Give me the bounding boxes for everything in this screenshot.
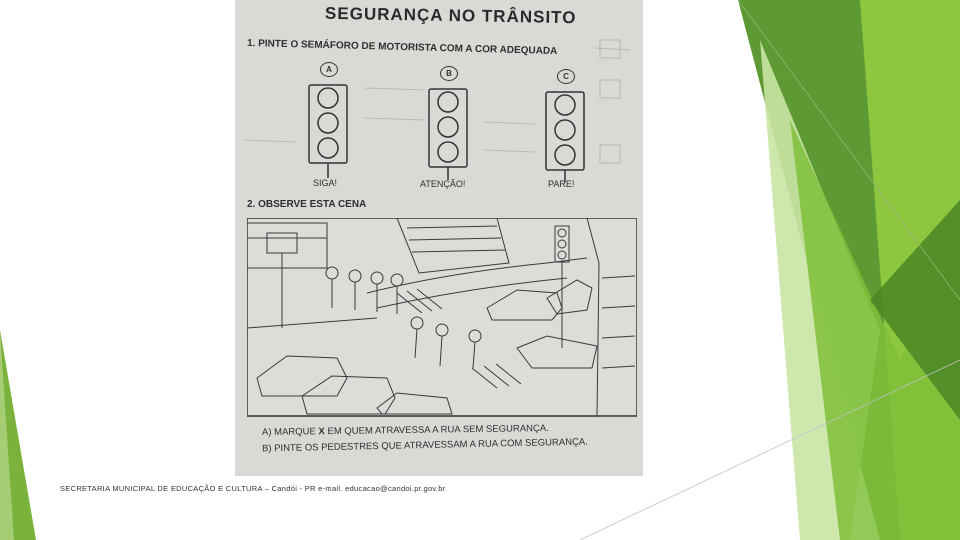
traffic-light-letter-a: A [320, 62, 338, 77]
traffic-light-letter-c: C [557, 69, 575, 84]
caption-pare: PARE! [548, 179, 575, 189]
traffic-lights-drawing [235, 0, 643, 200]
caption-siga: SIGA! [313, 178, 338, 188]
task-a-prefix: A) MARQUE [261, 426, 319, 439]
worksheet-title: SEGURANÇA NO TRÂNSITO [324, 3, 577, 28]
traffic-light-a [309, 85, 347, 178]
traffic-light-b [429, 89, 467, 180]
caption-atencao: ATENÇÃO! [420, 179, 466, 189]
question-2: 2. OBSERVE ESTA CENA [247, 199, 367, 210]
question-1: 1. PINTE O SEMÁFORO DE MOTORISTA COM A COR ADEQUADA [246, 37, 558, 58]
worksheet-image [235, 0, 643, 476]
street-scene-illustration [247, 218, 637, 418]
footer-text: SECRETARIA MUNICIPAL DE EDUCAÇÃO E CULTURA – Candói - PR e-mail. educacao@candoi.pr.gov.br [60, 484, 446, 493]
task-a-suffix: EM QUEM ATRAVESSA A RUA SEM SEGURANÇA. [324, 422, 549, 438]
task-b: B) PINTE OS PEDESTRES QUE ATRAVESSAM A RUA COM SEGURANÇA. [261, 436, 588, 455]
task-a [262, 423, 549, 438]
traffic-light-letter-b: B [440, 66, 458, 81]
traffic-light-c [546, 92, 584, 182]
task-a-mark: X [318, 426, 325, 438]
